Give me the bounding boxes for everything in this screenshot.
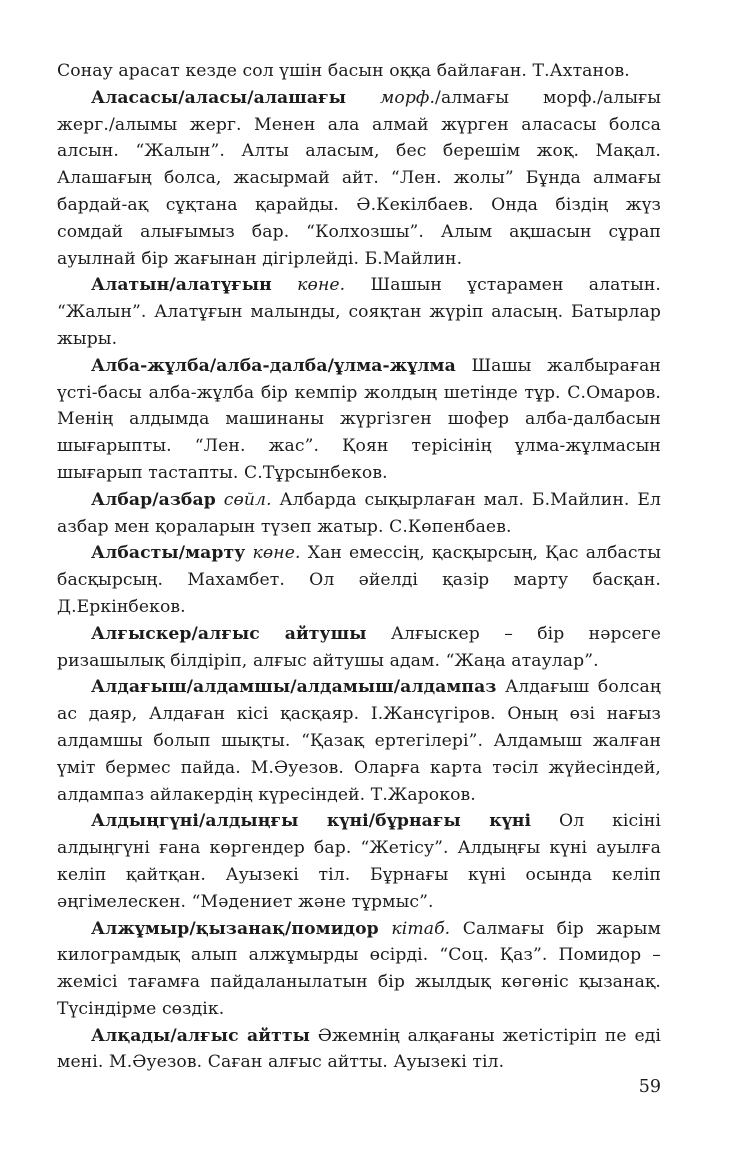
entry-headword: Албасты/марту	[91, 543, 246, 564]
entry-label: сөйл.	[223, 489, 272, 510]
entry-headword: Алатын/алатұғын	[91, 275, 272, 296]
entry-alzhumyr	[57, 916, 661, 1023]
entry-text: Алғыскер – бір нәрсеге ризашылық білдіріп, алғыс айтушы адам. “Жаңа атаулар”.	[57, 623, 661, 671]
entry-albar	[57, 487, 661, 541]
entry-text: Албарда сықырлаған мал. Б.Майлин. Ел азбар мен қораларын түзеп жатыр. С.Көпенбаев.	[57, 489, 661, 537]
entry-headword: Алба-жұлба/алба-далба/ұлма-жұлма	[91, 355, 456, 376]
entry-alkady	[57, 1023, 661, 1077]
entry-headword: Алдыңгүні/алдыңғы күні/бұрнағы күні	[91, 811, 532, 832]
entry-alba-zhulba	[57, 353, 661, 487]
entry-headword: Алғыскер/алғыс айтушы	[91, 623, 367, 644]
entry-label: кітаб.	[391, 918, 451, 939]
entry-continuation	[57, 58, 661, 85]
entry-headword: Алқады/алғыс айтты	[91, 1025, 310, 1046]
entry-headword: Алдағыш/алдамшы/алдамыш/алдампаз	[91, 677, 497, 698]
entry-algysker	[57, 621, 661, 675]
entry-text: Салмағы бір жарым килограмдық алып алжұмырды өсірді. “Соц. Қаз”. Помидор – жемісі тағамға пайдаланылатын бір жылдық көгөніс қызанақ. Түсіндірме сөздік.	[57, 918, 661, 1019]
entry-headword: Аласасы/аласы/алашағы	[91, 87, 347, 108]
entry-text: Әжемнің алқағаны жетістіріп пе еді мені. М.Әуезов. Саған алғыс айтты. Ауызекі тіл.	[57, 1025, 661, 1073]
entry-albasty	[57, 540, 661, 620]
entry-aldyngguni	[57, 808, 661, 915]
entry-text: Шашы жалбыраған үсті-басы алба-жұлба бір кемпір жолдың шетінде тұр. С.Омаров. Менің алдымда машинаны жүргізген шофер алба-далбасын шығарыпты. “Лен. жас”. Қоян терісінің ұлма-жұлмасын шығарып тастапты. С.Тұрсынбеков.	[57, 355, 661, 483]
entry-label: морф.	[380, 87, 436, 108]
entry-label: көне.	[252, 543, 301, 564]
entry-label: көне.	[297, 275, 346, 296]
entry-text: Хан емессің, қасқырсың, Қас албасты басқырсың. Махамбет. Ол әйелді қазір марту басқан. Д.Еркінбеков.	[57, 543, 661, 617]
page-number: 59	[638, 1077, 661, 1097]
entry-alasasy	[57, 85, 661, 273]
dictionary-page	[57, 58, 661, 1076]
entry-aldagysh	[57, 674, 661, 808]
entry-headword: Алжұмыр/қызанақ/помидор	[91, 918, 379, 939]
entry-text: Сонау арасат кезде сол үшін басын оққа байлаған. Т.Ахтанов.	[57, 61, 630, 81]
entry-headword: Албар/азбар	[91, 489, 216, 510]
entry-alatyn	[57, 272, 661, 352]
entry-text: /алмағы морф./алығы жерг./алымы жерг. Менен ала алмай жүрген аласасы болса алсын. “Жалын”. Алты аласым, бес берешім жоқ. Мақал. Алашағың болса, жасырмай айт. “Лен. жолы” Бұнда алмағы бардай-ақ сұқтана қарайды. Ә.Кекілбаев. Онда біздің жүз сомдай алығымыз бар. “Колхозшы”. Алым ақшасын сұрап ауылнай бір жағынан дігірлейді. Б.Майлин.	[57, 87, 661, 269]
entry-text: Алдағыш болсаң ас даяр, Алдаған кісі қасқаяр. І.Жансүгіров. Оның өзі нағыз алдамшы болып шықты. “Қазақ ертегілері”. Алдамыш жалған үміт бермес пайда. М.Әуезов. Оларға карта тәсіл жүйесіндей, алдампаз айлакердің күресіндей. Т.Жароков.	[57, 677, 661, 805]
entry-text: Шашын ұстарамен алатын. “Жалын”. Алатұғын малынды, сояқтан жүріп аласың. Батырлар жыры.	[57, 275, 661, 349]
entry-text: Ол кісіні алдыңгүні ғана көргендер бар. “Жетісу”. Алдыңғы күні ауылға келіп қайтқан. Ауызекі тіл. Бұрнағы күні осында келіп әңгімелескен. “Мәдениет және тұрмыс”.	[57, 811, 661, 912]
